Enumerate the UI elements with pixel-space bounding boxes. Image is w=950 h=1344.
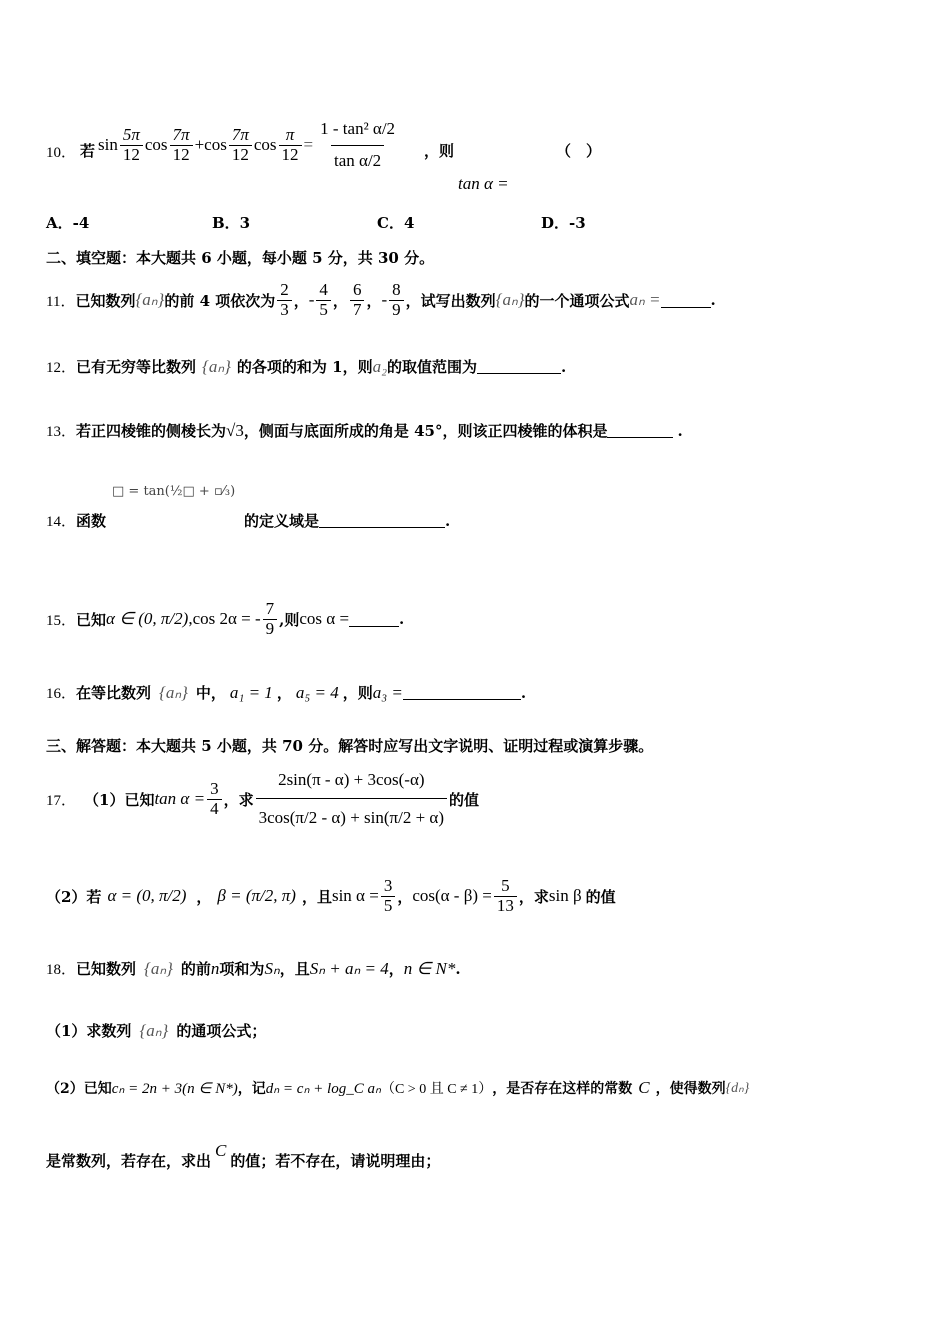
answer-paren: （ ） <box>556 142 602 160</box>
answer-blank[interactable] <box>349 612 399 627</box>
question-18: 18． 已知数列 {aₙ} 的前 n 项和为 Sₙ ，且 Sₙ + aₙ = 4 ， n ∈ N* . <box>46 958 461 978</box>
choice-a: A．-4 <box>46 214 90 232</box>
question-13: 13． 若正四棱锥的侧棱长为 √3 ，侧面与底面所成的角是 45°，则该正四棱锥的体积是 . <box>46 420 683 440</box>
function-image: □ = tan(½□ + ▫⁄₃) <box>112 484 236 499</box>
choice-d: D．-3 <box>541 214 586 232</box>
answer-blank[interactable] <box>607 423 673 438</box>
answer-blank[interactable] <box>661 293 711 308</box>
answer-blank[interactable] <box>477 359 561 374</box>
section-heading-solutions: 三、解答题：本大题共 5 小题，共 70 分。解答时应写出文字说明、证明过程或演算步骤。 <box>46 737 654 755</box>
section-heading-fill-blank: 二、填空题：本大题共 6 小题，每小题 5 分，共 30 分。 <box>46 249 435 267</box>
question-12: 12． 已有无穷等比数列 {aₙ} 的各项的和为 1，则 a₂ 的取值范围为 . <box>46 356 567 376</box>
question-18-part-1: （1）求数列 {aₙ} 的通项公式； <box>46 1020 267 1040</box>
choice-c: C．4 <box>377 214 415 232</box>
question-15: 15． 已知 α ∈ (0, π/2) ,cos 2α = - $\frac{7}{9}$ ,则 cos α = . <box>46 598 405 638</box>
question-17-part-1: 17． （1）已知 tan α = $\frac{3}{4}$ ，求 $\frac{2\sin(\pi - \alpha) + 3\cos(-\alpha)}{3\cos(\pi/2 - \alpha) + \sin(\pi/2 + \alpha)}$ 的值 <box>46 769 480 827</box>
question-11: 11． 已知数列 {aₙ} 的前 4 项依次为 $\frac{2}{3}$ ， - $\frac{4}{5}$ ， $\frac{6}{7}$ ， - $\frac{8}{9}$ ，试写出数列 {aₙ} 的一个通项公式 aₙ = . <box>46 279 716 319</box>
equation: sin $\frac{5\pi}{12}$ cos $\frac{7\pi}{12}$ + cos $\frac{7\pi}{12}$ cos $\frac{\pi}{12}$ = $\frac{\text{1 - tan² α/2}}{\text{tan α/2}}$ <box>98 119 396 170</box>
question-18-part-2-cont: 是常数列，若存在，求出 C 的值；若不存在，请说明理由； <box>46 1140 441 1170</box>
question-17-part-2: （2）若 α = (0, π/2) ， β = (π/2, π) ，且 sin α = $\frac{3}{5}$ ， cos(α - β) = $\frac{5}{13}$ ，求 sin β 的值 <box>46 875 616 915</box>
question-number: 10． <box>46 145 77 161</box>
answer-blank[interactable] <box>403 685 521 700</box>
choice-b: B．3 <box>212 214 251 232</box>
answer-blank[interactable] <box>319 513 445 528</box>
question-16: 16． 在等比数列 {aₙ} 中， a₁ = 1 ， a₅ = 4 ，则 a₃ = . <box>46 682 527 702</box>
question-18-part-2: （2）已知 cₙ = 2n + 3(n ∈ N*) ，记 dₙ = cₙ + log_C aₙ （C > 0 且 C ≠ 1） ，是否存在这样的常数 C ，使得数列 {dₙ} <box>46 1078 750 1097</box>
question-14: 14． 函数 的定义域是 . <box>46 511 451 530</box>
